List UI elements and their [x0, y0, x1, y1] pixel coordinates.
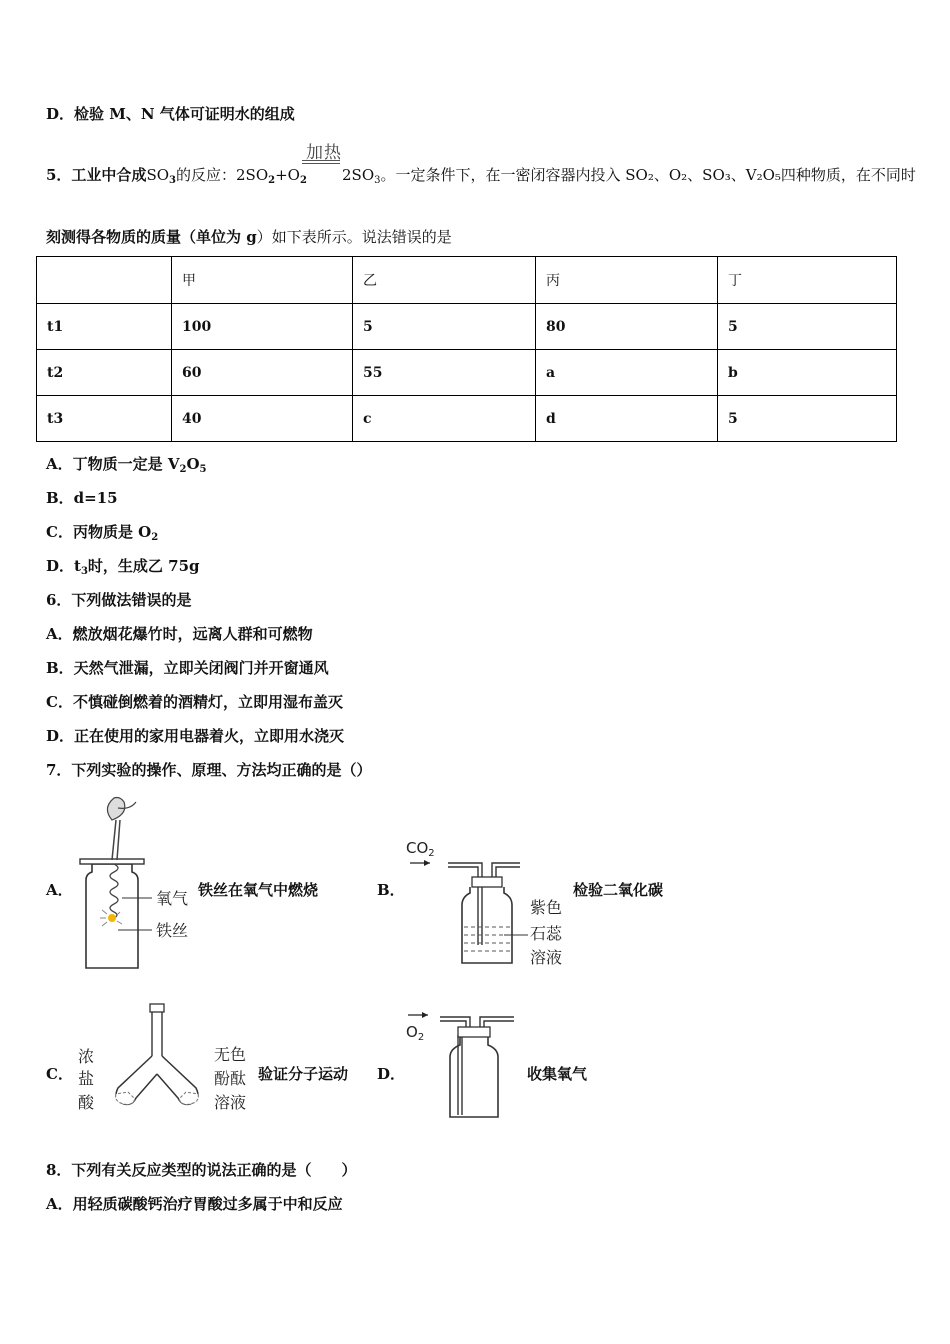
table-row [37, 304, 897, 350]
oxygen-label: 氧气 [156, 889, 189, 908]
reaction-arrow-bottom [302, 163, 340, 164]
litmus-label-3: 溶液 [530, 948, 563, 967]
collect-oxygen-figure [400, 1005, 530, 1123]
co2-test-figure [400, 835, 575, 970]
q7-stem: 7．下列实验的操作、原理、方法均正确的是（） [46, 761, 372, 779]
q7-option-b-caption: 检验二氧化碳 [573, 881, 664, 899]
table-cell: t1 [37, 304, 172, 350]
table-header-row [37, 257, 897, 304]
hcl-label-3: 酸 [78, 1093, 95, 1112]
q5-option-a: A．丁物质一定是 $V_2O_5$ [46, 455, 207, 475]
q7-option-d-letter: D． [377, 1065, 406, 1083]
table-cell: 5 [718, 396, 897, 442]
header-cell: 甲 [172, 257, 353, 304]
phenol-label-2: 酚酞 [214, 1069, 247, 1088]
table-cell: t2 [37, 350, 172, 396]
litmus-label-1: 紫色 [530, 898, 563, 917]
q7-option-a-caption: 铁丝在氧气中燃烧 [198, 881, 319, 899]
header-cell [37, 257, 172, 304]
phenol-label-1: 无色 [214, 1045, 247, 1064]
q7-option-a-letter: A． [46, 881, 73, 899]
q5-option-b: B．d=15 [46, 489, 118, 507]
q6-option-b: B．天然气泄漏，立即关闭阀门并开窗通风 [46, 659, 329, 677]
table-cell: 60 [172, 350, 353, 396]
q7-option-d-caption: 收集氧气 [527, 1065, 588, 1083]
hcl-label-2: 盐 [78, 1069, 95, 1088]
q5-stem-part1: 5．工业中合成$SO_3$的反应：$2SO_2+O_2$ [46, 166, 307, 186]
table-cell: c [353, 396, 536, 442]
hcl-label-1: 浓 [78, 1047, 95, 1066]
q7-option-c-caption: 验证分子运动 [258, 1065, 349, 1083]
table-row [37, 350, 897, 396]
q7-option-b-letter: B． [377, 881, 405, 899]
q5-option-c: C．丙物质是 $O_2$ [46, 523, 159, 543]
q6-option-d: D．正在使用的家用电器着火，立即用水浇灭 [46, 727, 345, 745]
reaction-arrow-top [302, 160, 340, 161]
table-cell: d [536, 396, 718, 442]
mass-table [36, 256, 897, 442]
q5-stem-part2: $2SO_3$。一定条件下，在一密闭容器内投入 SO₂、O₂、SO₃、V₂O₅四种物质，在不同时 [342, 166, 916, 186]
q8-option-a: A．用轻质碳酸钙治疗胃酸过多属于中和反应 [46, 1195, 343, 1213]
co2-label: $CO_2$ [406, 839, 435, 859]
o2-label: $O_2$ [406, 1023, 425, 1043]
q8-stem: 8．下列有关反应类型的说法正确的是（ ） [46, 1161, 357, 1179]
table-cell: t3 [37, 396, 172, 442]
table-cell: 5 [353, 304, 536, 350]
table-cell: 80 [536, 304, 718, 350]
molecule-motion-figure [74, 1000, 260, 1118]
iron-wire-label: 铁丝 [156, 921, 189, 940]
q6-option-a: A．燃放烟花爆竹时，远离人群和可燃物 [46, 625, 313, 643]
table-cell: 55 [353, 350, 536, 396]
iron-burning-figure [72, 790, 202, 975]
header-cell: 乙 [353, 257, 536, 304]
q5-stem-line2: 刻测得各物质的质量（单位为 g）如下表所示。说法错误的是 [46, 228, 452, 246]
table-cell: 40 [172, 396, 353, 442]
phenol-label-3: 溶液 [214, 1093, 247, 1112]
q4-option-d: D．检验 M、N 气体可证明水的组成 [46, 105, 295, 123]
q6-stem: 6．下列做法错误的是 [46, 591, 192, 609]
header-cell: 丁 [718, 257, 897, 304]
q7-option-c-letter: C． [46, 1065, 73, 1083]
header-cell: 丙 [536, 257, 718, 304]
table-row [37, 396, 897, 442]
table-cell: a [536, 350, 718, 396]
q6-option-c: C．不慎碰倒燃着的酒精灯，立即用湿布盖灭 [46, 693, 343, 711]
litmus-label-2: 石蕊 [530, 924, 563, 943]
reaction-condition: 加热 [306, 143, 342, 163]
q5-option-d: D．$t_3$时，生成乙 75g [46, 557, 200, 577]
table-cell: 5 [718, 304, 897, 350]
table-cell: b [718, 350, 897, 396]
table-cell: 100 [172, 304, 353, 350]
